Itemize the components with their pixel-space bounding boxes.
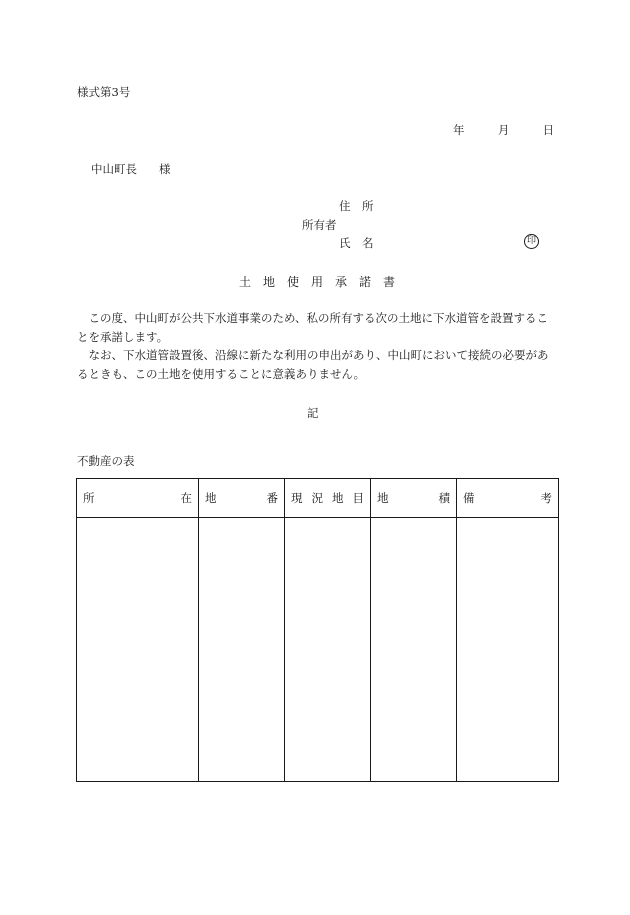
col-lot-number xyxy=(199,479,285,518)
header-char: 番 xyxy=(266,491,278,505)
body-paragraph-1: この度、中山町が公共下水道事業のため、私の所有する次の土地に下水道管を設置することを承諾します。 xyxy=(77,311,549,344)
header-char: 目 xyxy=(352,491,364,505)
document-title: 土地使用承諾書 xyxy=(239,275,408,289)
col-remarks xyxy=(457,479,559,518)
seal-mark: 印 xyxy=(524,234,539,249)
table-row xyxy=(77,518,559,782)
cell-area[interactable] xyxy=(371,518,457,782)
col-location xyxy=(77,479,199,518)
header-char: 在 xyxy=(180,491,192,505)
table-header-row xyxy=(77,479,559,518)
header-char: 考 xyxy=(540,491,552,505)
date-month-label: 月 xyxy=(497,123,510,137)
body-paragraph-2: なお、下水道管設置後、沿線に新たな利用の申出があり、中山町において接続の必要があるときも、この土地を使用することに意義ありません。 xyxy=(77,348,549,381)
ki-heading: 記 xyxy=(307,406,319,420)
cell-lot-number[interactable] xyxy=(199,518,285,782)
date-line xyxy=(453,122,554,138)
form-number: 様式第3号 xyxy=(77,85,131,99)
header-char: 地 xyxy=(205,491,217,505)
header-char: 況 xyxy=(311,491,323,505)
header-char: 地 xyxy=(377,491,389,505)
col-land-category xyxy=(285,479,371,518)
col-area xyxy=(371,479,457,518)
header-char: 積 xyxy=(438,491,450,505)
recipient-name: 中山町長 xyxy=(91,162,137,176)
header-char: 備 xyxy=(463,491,475,505)
cell-location[interactable] xyxy=(77,518,199,782)
address-label: 住 所 xyxy=(339,199,374,213)
table-caption: 不動産の表 xyxy=(77,454,135,468)
header-char: 所 xyxy=(83,491,95,505)
property-table xyxy=(76,478,559,782)
recipient-honorific: 様 xyxy=(159,162,171,176)
header-char: 現 xyxy=(291,491,303,505)
header-char: 地 xyxy=(332,491,344,505)
recipient xyxy=(91,161,171,177)
date-day-label: 日 xyxy=(542,123,555,137)
cell-land-category[interactable] xyxy=(285,518,371,782)
date-year-label: 年 xyxy=(453,123,465,137)
name-label: 氏 名 xyxy=(339,236,374,250)
owner-label: 所有者 xyxy=(302,218,337,232)
cell-remarks[interactable] xyxy=(457,518,559,782)
